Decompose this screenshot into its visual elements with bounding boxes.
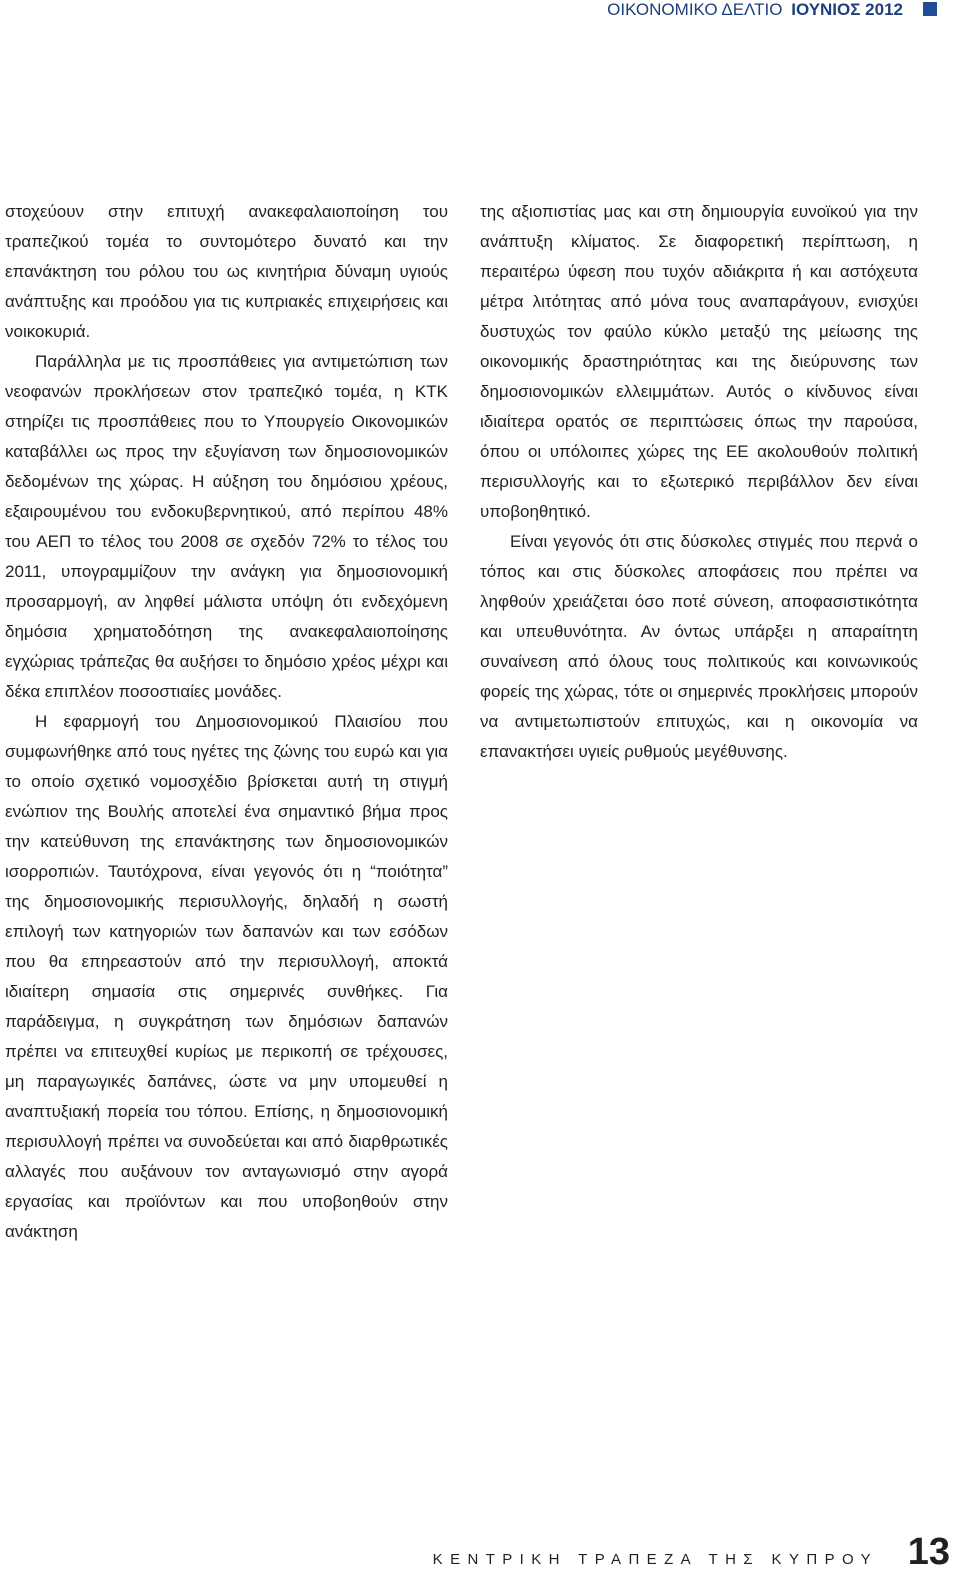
- header-square-marker: [923, 2, 937, 16]
- right-column: [480, 197, 918, 767]
- paragraph: στοχεύουν στην επιτυχή ανακεφαλαιοποίηση του τραπεζικού τομέα το συντομότερο δυνατό και την επανάκτηση του ρόλου του ως κινητήρια δύναμη υγιούς ανάπτυξης και προόδου για τις κυπριακές επιχειρήσεις και νοικοκυριά.: [5, 202, 448, 341]
- paragraph: Παράλληλα με τις προσπάθειες για αντιμετώπιση των νεοφανών προκλήσεων στον τραπεζικό τομέα, η ΚΤΚ στηρίζει τις προσπάθειες που το Υπουργείο Οικονομικών καταβάλλει ως προς την εξυγίανση των δημοσιονομικών δεδομένων της χώρας. Η αύξηση του δημόσιου χρέους, εξαιρουμένου του ενδοκυβερνητικού, από περίπου 48% του ΑΕΠ το τέλος του 2008 σε σχεδόν 72% το τέλος του 2011, υπογραμμίζουν την ανάγκη για δημοσιονομική προσαρμογή, αν ληφθεί μάλιστα υπόψη ότι ενδεχόμενη δημόσια χρηματοδότηση της ανακεφαλαιοποίησης εγχώριας τράπεζας θα αυξήσει το δημόσιο χρέος μέχρι και δέκα επιπλέον ποσοστιαίες μονάδες.: [5, 352, 448, 701]
- footer-institution: ΚΕΝΤΡΙΚΗ ΤΡΑΠΕΖΑ ΤΗΣ ΚΥΠΡΟΥ: [432, 1551, 878, 1568]
- page-number: 13: [907, 1531, 950, 1573]
- paragraph: Η εφαρμογή του Δημοσιονομικού Πλαισίου που συμφωνήθηκε από τους ηγέτες της ζώνης του ευρώ και για το οποίο σχετικό νομοσχέδιο βρίσκεται αυτή τη στιγμή ενώπιον της Βουλής αποτελεί ένα σημαντικό βήμα προς την κατεύθυνση της επανάκτησης των δημοσιονομικών ισορροπιών. Ταυτόχρονα, είναι γεγονός ότι η “ποιότητα” της δημοσιονομικής περισυλλογής, δηλαδή η σωστή επιλογή των κατηγοριών των δαπανών και των εσόδων που θα επηρεαστούν από την περισυλλογή, αποκτά ιδιαίτερη σημασία στις σημερινές συνθήκες. Για παράδειγμα, η συγκράτηση των δημόσιων δαπανών πρέπει να επιτευχθεί κυρίως με περικοπή σε τρέχουσες, μη παραγωγικές δαπάνες, ώστε να μην υπομευθεί η αναπτυξιακή πορεία του τόπου. Επίσης, η δημοσιονομική περισυλλογή πρέπει να συνοδεύεται και από διαρθρωτικές αλλαγές που αυξάνουν τον ανταγωνισμό στην αγορά εργασίας και προϊόντων και που υποβοηθούν στην ανάκτηση: [5, 712, 448, 1241]
- paragraph: της αξιοπιστίας μας και στη δημιουργία ευνοϊκού για την ανάπτυξη κλίματος. Σε διαφορετική περίπτωση, η περαιτέρω ύφεση που τυχόν αδιάκριτα ή και αστόχευτα μέτρα λιτότητας από μόνα τους αναπαράγουν, ενισχύει δυστυχώς τον φαύλο κύκλο μεταξύ της μείωσης της οικονομικής δραστηριότητας και της διεύρυνσης των δημοσιονομικών ελλειμμάτων. Αυτός ο κίνδυνος είναι ιδιαίτερα ορατός σε περιπτώσεις όπως την παρούσα, όπου οι υπόλοιπες χώρες της ΕΕ ακολουθούν πολιτική περισυλλογής και το εξωτερικό περιβάλλον δεν είναι υποβοηθητικό.: [480, 202, 918, 521]
- issue-date: ΙΟΥΝΙΟΣ 2012: [791, 0, 903, 19]
- paragraph: Είναι γεγονός ότι στις δύσκολες στιγμές που περνά ο τόπος και στις δύσκολες αποφάσεις που πρέπει να ληφθούν χρειάζεται όσο ποτέ σύνεση, αποφασιστικότητα και υπευθυνότητα. Αν όντως υπάρξει η απαραίτητη συναίνεση από όλους τους πολιτικούς και κοινωνικούς φορείς της χώρας, τότε οι σημερινές προκλήσεις μπορούν να αντιμετωπιστούν επιτυχώς, και η οικονομία να επανακτήσει υγιείς ρυθμούς μεγέθυνσης.: [480, 532, 918, 761]
- running-header: [607, 0, 903, 22]
- left-column: [5, 197, 448, 1247]
- publication-title: ΟΙΚΟΝΟΜΙΚΟ ΔΕΛΤΙΟ: [607, 0, 783, 19]
